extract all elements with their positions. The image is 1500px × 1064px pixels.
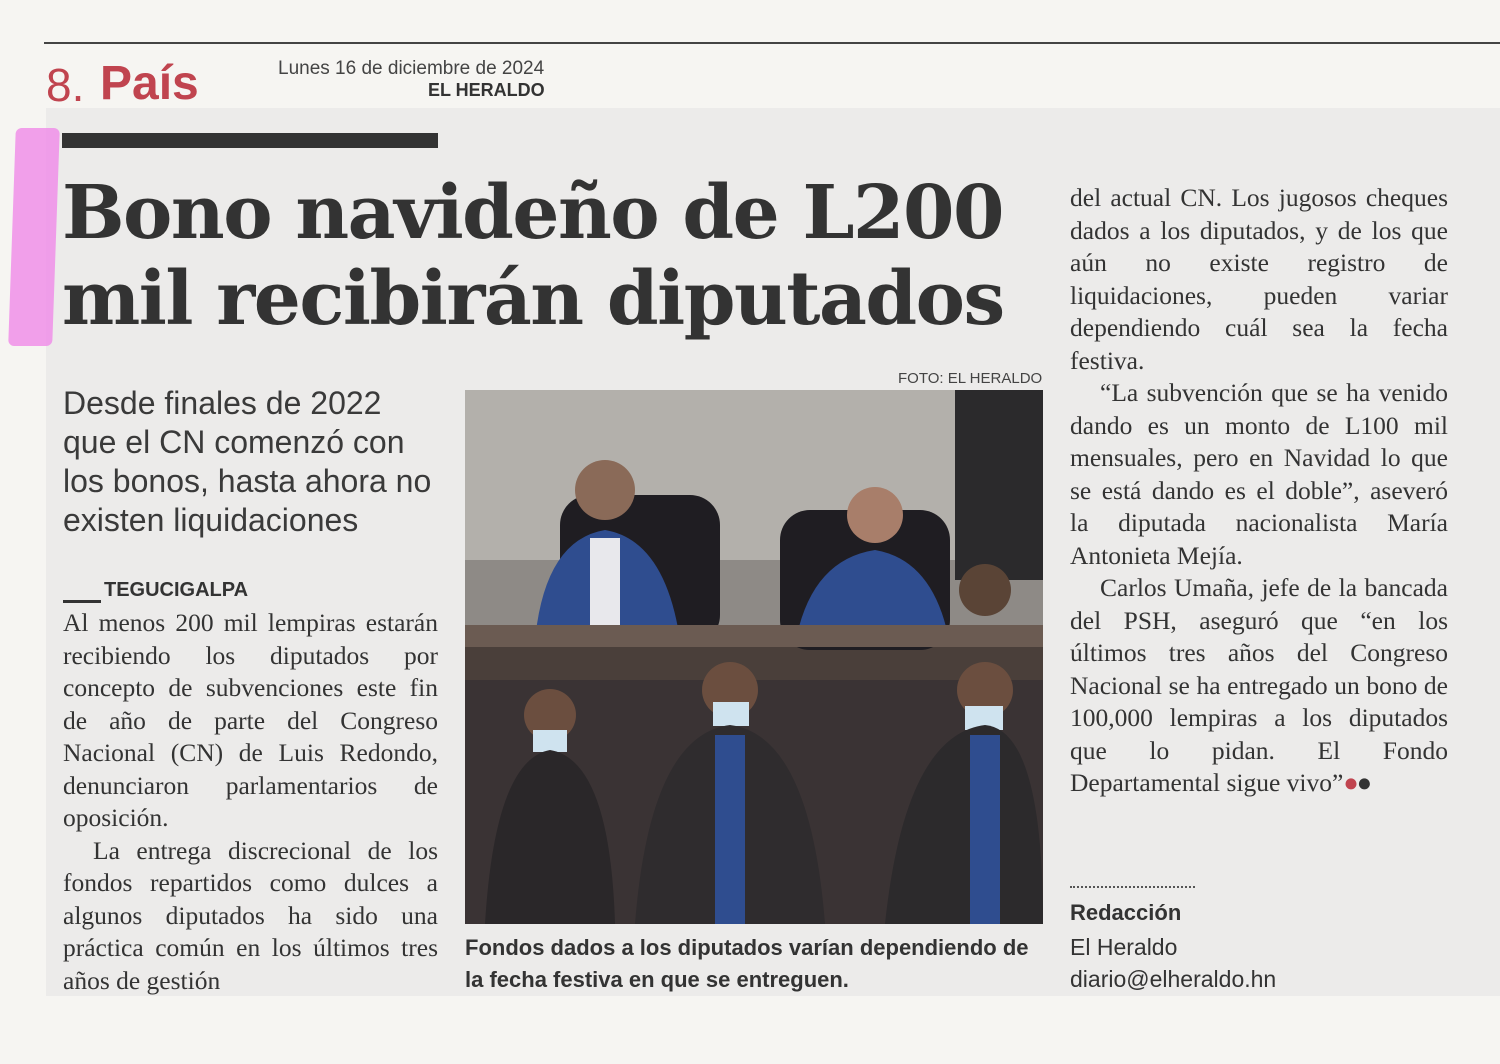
body-paragraph: Al menos 200 mil lempiras estarán recibiendo los diputados por concepto de subvenciones este fin de año de parte del Congreso Nacional (CN) de Luis Redondo, denunciaron parlamentarios de oposición. xyxy=(63,608,438,832)
dateline-city: TEGUCIGALPA xyxy=(104,579,249,601)
byline-author: Redacción xyxy=(1070,900,1182,925)
byline-rule xyxy=(1070,886,1195,888)
body-paragraph-text: Carlos Umaña, jefe de la bancada del PSH, aseguró que “en los últimos tres años del Congreso Nacional se ha entregado un bono de 100,000 lempiras a los diputados que lo pidan. El Fondo Departamental sigue vivo” xyxy=(1070,573,1448,797)
photo-caption: Fondos dados a los diputados varían dependiendo de la fecha festiva en que se entreguen. xyxy=(465,935,1029,992)
end-mark-icon: ●● xyxy=(1343,768,1371,797)
newspaper-name: EL HERALDO xyxy=(428,80,545,100)
headline: Bono navideño de L200 mil recibirán diputados xyxy=(62,170,1004,342)
dateline-rule xyxy=(63,600,101,603)
section-title: País xyxy=(100,57,199,110)
subheadline: Desde finales de 2022 que el CN comenzó con los bonos, hasta ahora no existen liquidaciones xyxy=(63,385,432,538)
body-column-right xyxy=(1070,182,1448,800)
body-paragraph: “La subvención que se ha venido dando es un monto de L100 mil mensuales, pero en Navidad lo que se está dando es el doble”, aseveró la diputada nacionalista María Antonieta Mejía. xyxy=(1070,378,1448,570)
page-number: 8. xyxy=(46,59,85,111)
article-photo xyxy=(465,390,1043,924)
body-paragraph: del actual CN. Los jugosos cheques dados a los diputados, y de los que aún no existe registro de liquidaciones, pueden variar dependiendo cuál sea la fecha festiva. xyxy=(1070,183,1448,375)
dateline xyxy=(63,579,248,603)
byline-email: diario@elheraldo.hn xyxy=(1070,966,1277,992)
issue-date: Lunes 16 de diciembre de 2024 xyxy=(278,58,545,79)
byline-newspaper: El Heraldo xyxy=(1070,934,1178,960)
body-paragraph-last xyxy=(1070,572,1448,800)
highlighter-mark xyxy=(8,128,60,346)
body-paragraph: La entrega discrecional de los fondos repartidos como dulces a algunos diputados ha sido una práctica común en los últimos tres años de gestión xyxy=(63,835,438,995)
body-column-left xyxy=(63,607,438,997)
headline-bar xyxy=(62,133,438,148)
top-rule xyxy=(44,42,1500,44)
photo-credit: FOTO: EL HERALDO xyxy=(898,370,1043,387)
